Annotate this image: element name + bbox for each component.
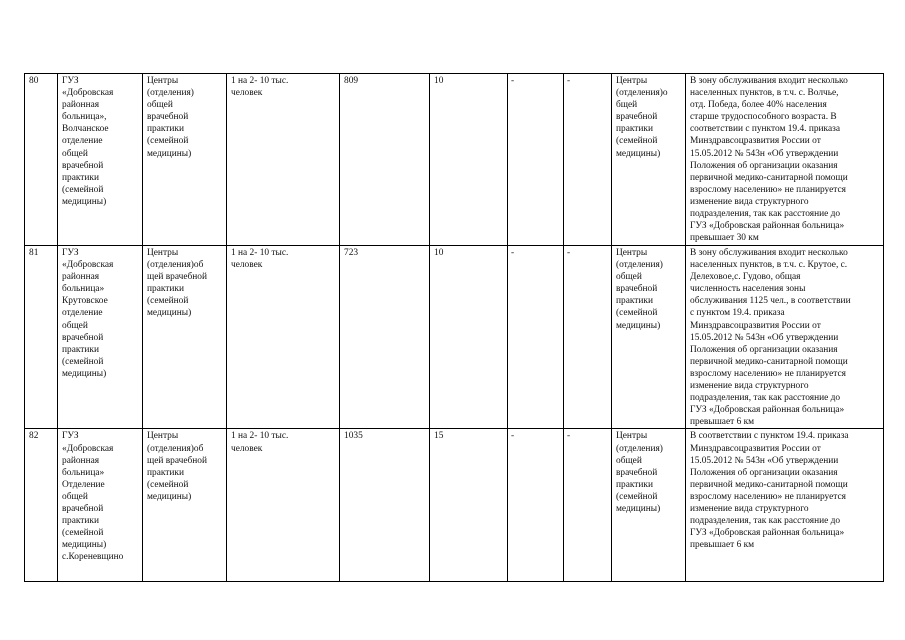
table-row bbox=[25, 74, 884, 246]
population-cell: 809 bbox=[340, 74, 430, 246]
row-number: 80 bbox=[25, 74, 58, 246]
row-number: 81 bbox=[25, 246, 58, 429]
table-row bbox=[25, 246, 884, 429]
dash-cell: - bbox=[508, 74, 564, 246]
distance-cell: 10 bbox=[430, 246, 508, 429]
facility-type-cell: Центры (отделения)об щей врачебной практики (семейной медицины) bbox=[143, 429, 227, 582]
facility-type-cell: Центры (отделения) общей врачебной практики (семейной медицины) bbox=[143, 74, 227, 246]
table-row bbox=[25, 429, 884, 582]
row-number: 82 bbox=[25, 429, 58, 582]
dash-cell: - bbox=[564, 74, 612, 246]
dash-cell: - bbox=[508, 429, 564, 582]
norm-cell: 1 на 2- 10 тыс. человек bbox=[227, 429, 340, 582]
dash-cell: - bbox=[564, 246, 612, 429]
dash-cell: - bbox=[508, 246, 564, 429]
planned-type-cell: Центры (отделения) общей врачебной практики (семейной медицины) bbox=[612, 429, 686, 582]
organization-cell: ГУЗ «Добровская районная больница» Крутовское отделение общей врачебной практики (семейной медицины) bbox=[58, 246, 143, 429]
population-cell: 723 bbox=[340, 246, 430, 429]
facilities-table bbox=[24, 73, 884, 582]
norm-cell: 1 на 2- 10 тыс. человек bbox=[227, 246, 340, 429]
organization-cell: ГУЗ «Добровская районная больница» Отделение общей врачебной практики (семейной медицины) с.Кореневщино bbox=[58, 429, 143, 582]
facility-type-cell: Центры (отделения)об щей врачебной практики (семейной медицины) bbox=[143, 246, 227, 429]
planned-type-cell: Центры (отделения) общей врачебной практики (семейной медицины) bbox=[612, 246, 686, 429]
dash-cell: - bbox=[564, 429, 612, 582]
note-cell: В зону обслуживания входит несколько населенных пунктов, в т.ч. с. Крутое, с. Делеховое,с. Гудово, общая численность населения зоны обслуживания 1125 чел., в соответствии с пунктом 19.4. приказа Минздравсоцразвития России от 15.05.2012 № 543н «Об утверждении Положения об организации оказания первичной медико-санитарной помощи взрослому населению» не планируется изменение вида структурного подразделения, так как расстояние до ГУЗ «Добровская районная больница» превышает 6 км bbox=[686, 246, 884, 429]
note-cell: В зону обслуживания входит несколько населенных пунктов, в т.ч. с. Волчье, отд. Победа, более 40% населения старше трудоспособного возраста. В соответствии с пунктом 19.4. приказа Минздравсоцразвития России от 15.05.2012 № 543н «Об утверждении Положения об организации оказания первичной медико-санитарной помощи взрослому населению» не планируется изменение вида структурного подразделения, так как расстояние до ГУЗ «Добровская районная больница» превышает 30 км bbox=[686, 74, 884, 246]
norm-cell: 1 на 2- 10 тыс. человек bbox=[227, 74, 340, 246]
organization-cell: ГУЗ «Добровская районная больница», Волчанское отделение общей врачебной практики (семейной медицины) bbox=[58, 74, 143, 246]
note-cell: В соответствии с пунктом 19.4. приказа Минздравсоцразвития России от 15.05.2012 № 543н «Об утверждении Положения об организации оказания первичной медико-санитарной помощи взрослому населению» не планируется изменение вида структурного подразделения, так как расстояние до ГУЗ «Добровская районная больница» превышает 6 км bbox=[686, 429, 884, 582]
distance-cell: 10 bbox=[430, 74, 508, 246]
distance-cell: 15 bbox=[430, 429, 508, 582]
planned-type-cell: Центры (отделения)о бщей врачебной практики (семейной медицины) bbox=[612, 74, 686, 246]
population-cell: 1035 bbox=[340, 429, 430, 582]
